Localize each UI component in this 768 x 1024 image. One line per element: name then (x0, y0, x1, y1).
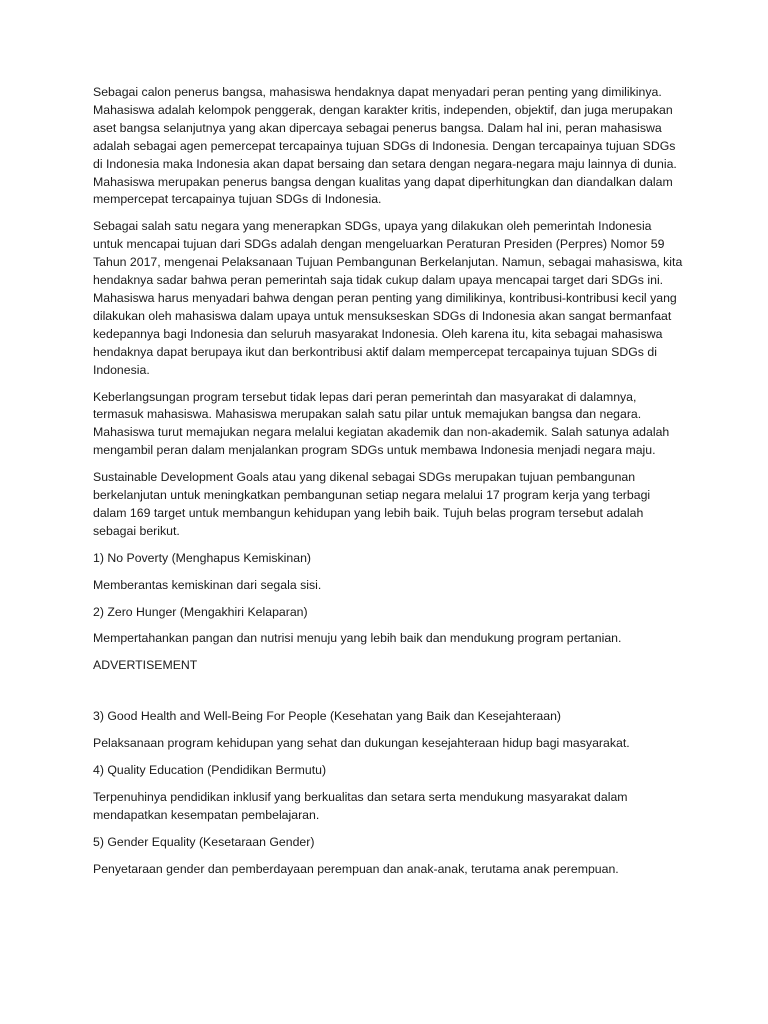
document-page (93, 84, 683, 888)
goal-2-description: Mempertahankan pangan dan nutrisi menuju yang lebih baik dan mendukung program pertanian. (93, 631, 622, 646)
goal-2-heading: 2) Zero Hunger (Mengakhiri Kelaparan) (93, 604, 308, 619)
advertisement-label: ADVERTISEMENT (93, 658, 198, 673)
paragraph-sdgs-definition: Sustainable Development Goals atau yang dikenal sebagai SDGs merupakan tujuan pembangunan berkelanjutan untuk meningkatkan pembangunan setiap negara melalui 17 program kerja yang terbagi dalam 169 target untuk membangun kehidupan yang lebih baik. Tujuh belas program tersebut adalah sebagai berikut. (93, 470, 651, 538)
advertisement-space (93, 684, 683, 708)
paragraph-government-role: Sebagai salah satu negara yang menerapkan SDGs, upaya yang dilakukan oleh pemerintah Indonesia untuk mencapai tujuan dari SDGs adalah dengan mengeluarkan Peraturan Presiden (Perpres) Nomor 59 Tahun 2017, mengenai Pelaksanaan Tujuan Pembangunan Berkelanjutan. Namun, sebagai mahasiswa, kita hendaknya sadar bahwa peran pemerintah saja tidak cukup dalam upaya mencapai target dari SDGs ini. Mahasiswa harus menyadari bahwa dengan peran penting yang dimilikinya, kontribusi-kontribusi kecil yang dilakukan oleh mahasiswa dalam upaya untuk mensukseskan SDGs di Indonesia akan sangat bermanfaat kedepannya bagi Indonesia dan seluruh masyarakat Indonesia. Oleh karena itu, kita sebagai mahasiswa hendaknya dapat berupaya ikut dan berkontribusi aktif dalam mempercepat tercapainya tujuan SDGs di Indonesia. (93, 219, 683, 377)
paragraph-sustainability: Keberlangsungan program tersebut tidak lepas dari peran pemerintah dan masyarakat di dalamnya, termasuk mahasiswa. Mahasiswa merupakan salah satu pilar untuk memajukan bangsa dan negara. Mahasiswa turut memajukan negara melalui kegiatan akademik dan non-akademik. Salah satunya adalah mengambil peran dalam menjalankan program SDGs untuk membawa Indonesia menjadi negara maju. (93, 389, 670, 458)
goal-5-description: Penyetaraan gender dan pemberdayaan perempuan dan anak-anak, terutama anak perempuan. (93, 861, 619, 876)
goal-4-description: Terpenuhinya pendidikan inklusif yang berkualitas dan setara serta mendukung masyarakat dalam mendapatkan kesempatan pembelajaran. (93, 790, 628, 822)
goal-3-description: Pelaksanaan program kehidupan yang sehat dan dukungan kesejahteraan hidup bagi masyarakat. (93, 736, 630, 751)
goal-1-description: Memberantas kemiskinan dari segala sisi. (93, 577, 322, 592)
goal-1-heading: 1) No Poverty (Menghapus Kemiskinan) (93, 550, 312, 565)
paragraph-intro: Sebagai calon penerus bangsa, mahasiswa hendaknya dapat menyadari peran penting yang dimilikinya. Mahasiswa adalah kelompok penggerak, dengan karakter kritis, independen, objektif, dan juga merupakan aset bangsa selanjutnya yang akan dipercaya sebagai penerus bangsa. Dalam hal ini, peran mahasiswa adalah sebagai agen pemercepat tercapainya tujuan SDGs di Indonesia. Dengan tercapainya tujuan SDGs di Indonesia maka Indonesia akan dapat bersaing dan setara dengan negara-negara maju lainnya di dunia. Mahasiswa merupakan penerus bangsa dengan kualitas yang dapat diperhitungkan dan diandalkan dalam mempercepat tercapainya tujuan SDGs di Indonesia. (93, 85, 677, 207)
goal-5-heading: 5) Gender Equality (Kesetaraan Gender) (93, 834, 315, 849)
goal-3-heading: 3) Good Health and Well-Being For People (Kesehatan yang Baik dan Kesejahteraan) (93, 709, 562, 724)
goal-4-heading: 4) Quality Education (Pendidikan Bermutu) (93, 763, 327, 778)
